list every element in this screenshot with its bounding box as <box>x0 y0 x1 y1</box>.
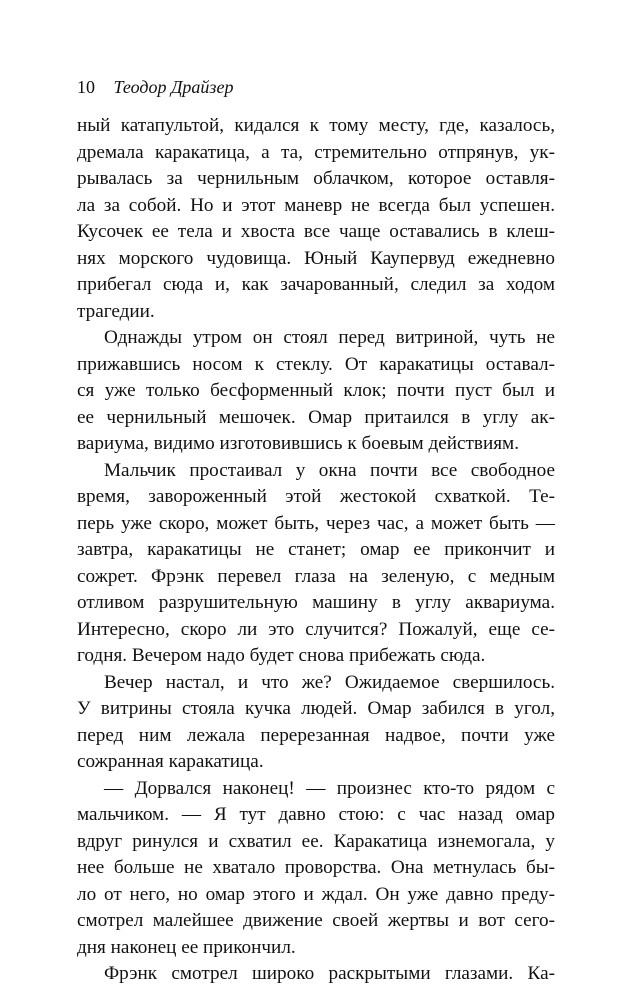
text-line: — Дорвался наконец! — произнес кто-то рядом с <box>104 777 555 799</box>
page-number: 10 <box>77 77 95 97</box>
running-head <box>77 76 233 98</box>
book-title: Теодор Драйзер <box>113 77 234 97</box>
text-line: ее чернильный мешочек. Омар притаился в углу ак- <box>77 406 555 428</box>
text-line: нях морского чудовища. Юный Каупервуд ежедневно <box>77 247 555 269</box>
text-line: нее больше не хватало проворства. Она метнулась бы- <box>77 857 555 878</box>
text-line: вариума, видимо изготовившись к боевым действиям. <box>77 433 519 454</box>
text-line: мальчиком. — Я тут давно стою: с час назад омар <box>77 804 555 825</box>
text-line: сожрет. Фрэнк перевел глаза на зеленую, с медным <box>77 565 555 587</box>
text-line: прибегал сюда и, как зачарованный, следил за ходом <box>77 274 555 295</box>
text-line: смотрел малейшее движение своей жертвы и вот сего- <box>77 910 555 931</box>
text-line: завтра, каракатицы не станет; омар ее прикончит и <box>77 539 555 560</box>
text-line: прижавшись носом к стеклу. От каракатицы оставал- <box>77 353 555 375</box>
body-text <box>77 113 555 988</box>
text-line: отливом разрушительную машину в углу аквариума. <box>77 592 555 613</box>
text-line: Мальчик простаивал у окна почти все свободное <box>104 459 555 481</box>
text-line: ся уже только бесформенный клок; почти пуст был и <box>77 380 555 401</box>
text-line: Вечер настал, и что же? Ожидаемое свершилось. <box>104 671 555 693</box>
text-line: Фрэнк смотрел широко раскрытыми глазами. Ка- <box>104 963 555 984</box>
text-line: годня. Вечером надо будет снова прибежать сюда. <box>77 645 486 666</box>
text-line: Однажды утром он стоял перед витриной, чуть не <box>104 327 555 348</box>
text-line: перь уже скоро, может быть, через час, а может быть — <box>77 512 555 534</box>
text-line: ло от него, но омар этого и ждал. Он уже давно преду- <box>77 883 555 905</box>
text-line: рывалась за чернильным облачком, которое оставля- <box>77 168 555 189</box>
text-line: У витрины стояла кучка людей. Омар забился в угол, <box>77 698 555 719</box>
text-line: ла за собой. Но и этот маневр не всегда был успешен. <box>77 194 555 216</box>
text-line: дня наконец ее прикончил. <box>77 936 296 958</box>
text-line: трагедии. <box>77 300 155 322</box>
text-line: Кусочек ее тела и хвоста все чаще оставались в клеш- <box>77 221 555 242</box>
text-line: перед ним лежала перерезанная надвое, почти уже <box>77 724 555 746</box>
text-line: Интересно, скоро ли это случится? Пожалуй, еще се- <box>77 618 555 640</box>
text-line: время, завороженный этой жестокой схваткой. Те- <box>77 486 555 507</box>
text-line: вдруг ринулся и схватил ее. Каракатица изнемогала, у <box>77 830 555 852</box>
text-line: ный катапультой, кидался к тому месту, где, казалось, <box>77 115 555 136</box>
text-line: сожранная каракатица. <box>77 751 264 772</box>
text-line: дремала каракатица, а та, стремительно отпрянув, ук- <box>77 141 555 163</box>
